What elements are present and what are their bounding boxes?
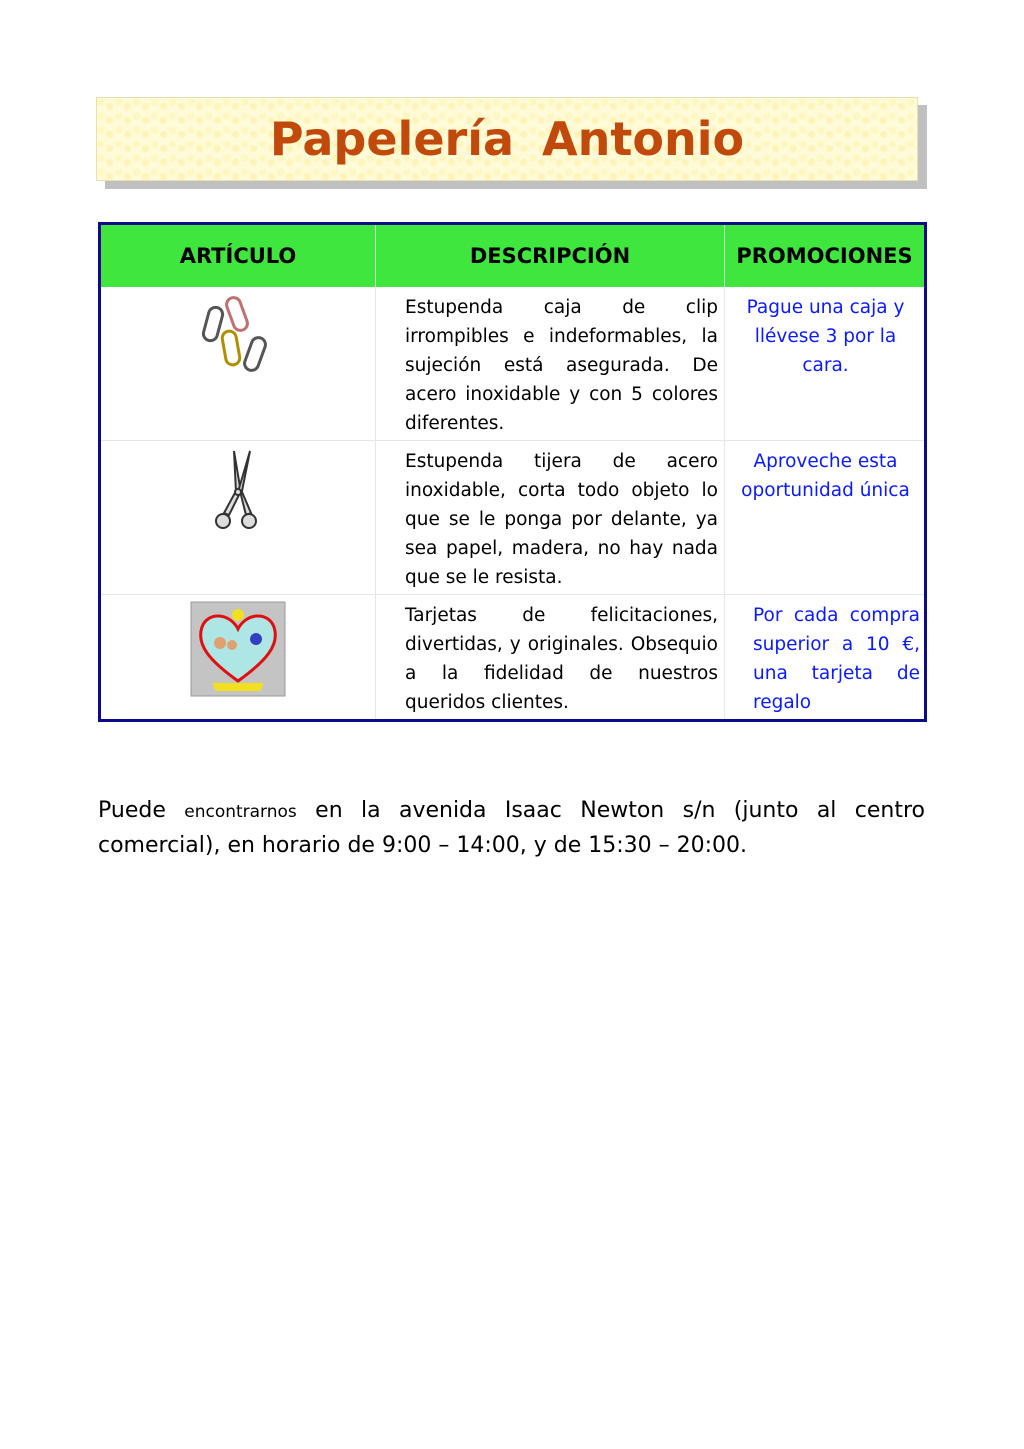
description-cell: Estupenda caja de clip irrompibles e indeformables, la sujeción está asegurada. De acero inoxidable y con 5 colores diferentes. [376,287,725,440]
promotion-cell: Aproveche esta oportunidad única [725,440,926,594]
table-row [100,440,926,594]
header-promociones: PROMOCIONES [725,224,926,288]
page-title: Papelería Antonio [269,112,745,166]
greeting-card-icon [190,601,286,697]
products-table [98,222,927,722]
header-articulo: ARTÍCULO [100,224,376,288]
scissors-icon [208,447,268,537]
title-banner [96,97,918,181]
footer-text: en la avenida Isaac Newton s/n (junto al centro comercial), en horario de 9:00 – 14:00, y de 15:30 – 20:00. [98,798,926,858]
paperclips-icon [198,293,278,383]
description-cell: Tarjetas de felicitaciones, divertidas, y originales. Obsequio a la fidelidad de nuestros queridos clientes. [376,594,725,720]
article-cell [100,440,376,594]
description-cell: Estupenda tijera de acero inoxidable, corta todo objeto lo que se le ponga por delante, ya sea papel, madera, no hay nada que se le resista. [376,440,725,594]
table-row [100,287,926,440]
address-paragraph [98,794,925,862]
article-cell [100,287,376,440]
header-descripcion: DESCRIPCIÓN [376,224,725,288]
table-row [100,594,926,720]
footer-text-small: encontrarnos [184,802,297,822]
table-header [100,224,926,288]
article-cell [100,594,376,720]
promotion-cell: Pague una caja y llévese 3 por la cara. [725,287,926,440]
promotion-cell: Por cada compra superior a 10 €, una tarjeta de regalo [725,594,926,720]
footer-text: Puede [98,798,185,823]
